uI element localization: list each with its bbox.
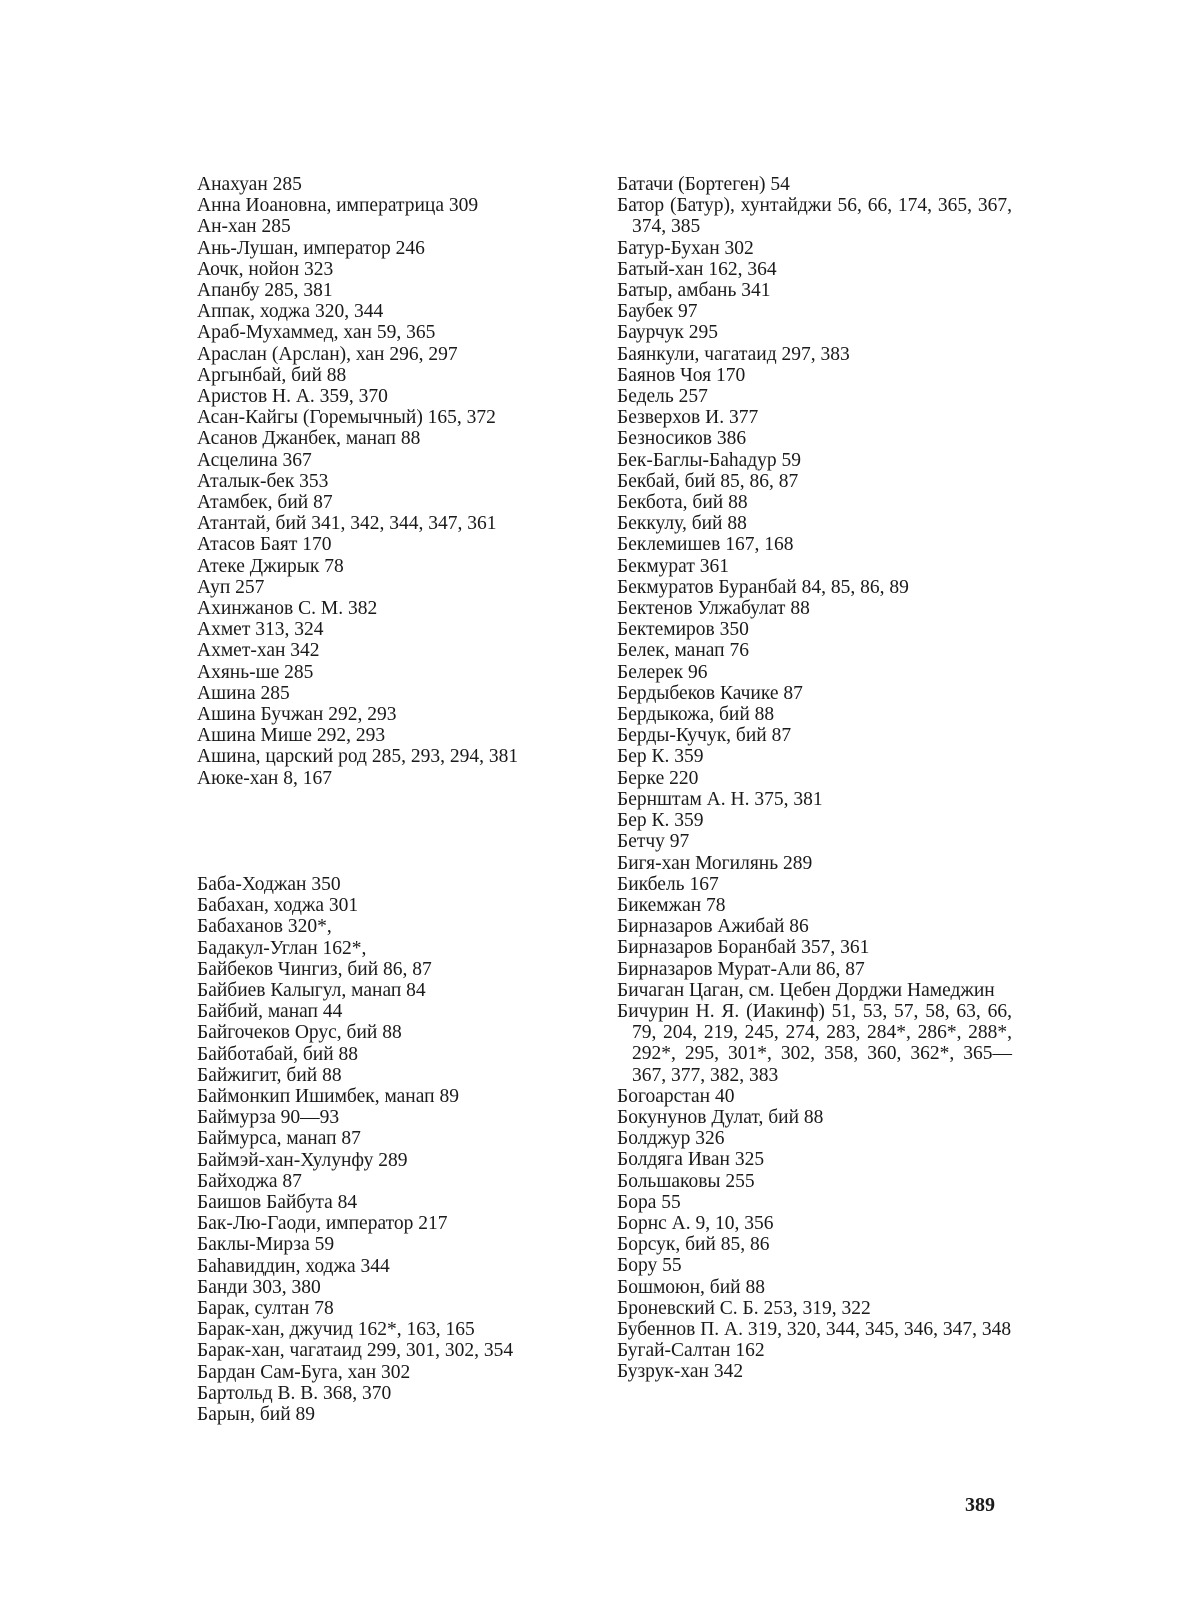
index-entry: Араб-Мухаммед, хан 59, 365 bbox=[197, 322, 436, 344]
index-entry: Батур-Бухан 302 bbox=[617, 237, 754, 259]
index-entry: Асцелина 367 bbox=[197, 449, 312, 471]
index-entry: Барак, султан 78 bbox=[197, 1297, 334, 1319]
index-entry: Бер К. 359 bbox=[617, 746, 704, 768]
index-entry: Бекбота, бий 88 bbox=[617, 492, 748, 514]
index-entry: Бабаханов 320*, bbox=[197, 916, 332, 938]
index-entry: Бирназаров Боранбай 357, 361 bbox=[617, 937, 870, 959]
index-entry: Ан-хан 285 bbox=[197, 216, 291, 238]
index-entry: Болджур 326 bbox=[617, 1128, 725, 1150]
index-entry: Ань-Лушан, император 246 bbox=[197, 237, 425, 259]
index-entry: Батор (Батур), хунтайджи 56, 66, 174, 365, 367, 374, 385 bbox=[617, 195, 1012, 238]
index-entry: Баба-Ходжан 350 bbox=[197, 873, 341, 895]
index-entry: Бирназаров Ажибай 86 bbox=[617, 916, 809, 938]
index-entry: Аргынбай, бий 88 bbox=[197, 364, 347, 386]
index-entry: Бер К. 359 bbox=[617, 810, 704, 832]
index-entry: Бичаган Цаган, см. Цебен Дорджи Намеджин bbox=[617, 979, 995, 1001]
index-entry: Ашина Бучжан 292, 293 bbox=[197, 704, 397, 726]
index-entry: Аочк, нойон 323 bbox=[197, 258, 334, 280]
index-entry: Бору 55 bbox=[617, 1255, 682, 1277]
index-entry: Байжигит, бий 88 bbox=[197, 1064, 342, 1086]
index-entry: Баймурса, манап 87 bbox=[197, 1128, 361, 1150]
index-entry: Беклемишев 167, 168 bbox=[617, 534, 794, 556]
index-entry: Баймэй-хан-Хулунфу 289 bbox=[197, 1149, 408, 1171]
index-group-b bbox=[197, 874, 592, 1425]
index-column-right bbox=[617, 174, 1012, 1383]
index-entry: Бикбель 167 bbox=[617, 873, 719, 895]
section-gap bbox=[197, 789, 592, 874]
index-entry: Бирназаров Мурат-Али 86, 87 bbox=[617, 958, 865, 980]
index-entry: Бузрук-хан 342 bbox=[617, 1361, 744, 1383]
index-entry: Берке 220 bbox=[617, 767, 699, 789]
index-entry: Бетчу 97 bbox=[617, 831, 690, 853]
index-entry: Баhавиддин, ходжа 344 bbox=[197, 1255, 390, 1277]
index-entry: Атамбек, бий 87 bbox=[197, 492, 333, 514]
index-entry: Ауп 257 bbox=[197, 576, 265, 598]
index-entry: Беккулу, бий 88 bbox=[617, 513, 747, 535]
index-entry: Бекмурат 361 bbox=[617, 555, 729, 577]
index-entry: Барын, бий 89 bbox=[197, 1403, 316, 1425]
index-entry: Батыр, амбань 341 bbox=[617, 280, 771, 302]
index-entry: Баянкули, чагатаид 297, 383 bbox=[617, 343, 850, 365]
index-entry: Анахуан 285 bbox=[197, 174, 302, 195]
index-entry: Атасов Баят 170 bbox=[197, 534, 332, 556]
index-entry: Бекбай, бий 85, 86, 87 bbox=[617, 470, 799, 492]
index-entry: Барак-хан, джучид 162*, 163, 165 bbox=[197, 1319, 475, 1341]
index-entry: Анна Иоановна, императрица 309 bbox=[197, 195, 479, 217]
index-entry: Батый-хан 162, 364 bbox=[617, 258, 777, 280]
index-entry: Баянов Чоя 170 bbox=[617, 364, 746, 386]
index-entry: Баймурза 90—93 bbox=[197, 1107, 340, 1129]
index-entry: Бадакул-Углан 162*, bbox=[197, 937, 367, 959]
index-entry: Бигя-хан Могилянь 289 bbox=[617, 852, 813, 874]
index-entry: Апанбу 285, 381 bbox=[197, 280, 333, 302]
index-entry: Баклы-Мирза 59 bbox=[197, 1234, 335, 1256]
index-entry: Баишов Байбута 84 bbox=[197, 1191, 358, 1213]
index-column-left bbox=[197, 174, 592, 1425]
index-entry: Бардан Сам-Буга, хан 302 bbox=[197, 1361, 411, 1383]
index-entry: Баймонкип Ишимбек, манап 89 bbox=[197, 1085, 459, 1107]
index-entry: Аюке-хан 8, 167 bbox=[197, 767, 332, 789]
index-entry: Белерек 96 bbox=[617, 661, 708, 683]
index-entry: Борсук, бий 85, 86 bbox=[617, 1234, 770, 1256]
index-entry: Аристов Н. А. 359, 370 bbox=[197, 386, 388, 408]
index-entry: Богоарстан 40 bbox=[617, 1085, 735, 1107]
index-entry: Бердыбеков Качике 87 bbox=[617, 682, 803, 704]
index-entry: Бернштам А. Н. 375, 381 bbox=[617, 788, 823, 810]
index-entry: Безносиков 386 bbox=[617, 428, 747, 450]
index-entry: Броневский С. Б. 253, 319, 322 bbox=[617, 1297, 871, 1319]
index-entry: Баурчук 295 bbox=[617, 322, 719, 344]
index-entry: Бектемиров 350 bbox=[617, 619, 749, 641]
index-entry: Банди 303, 380 bbox=[197, 1276, 321, 1298]
index-entry: Ахмет 313, 324 bbox=[197, 619, 324, 641]
index-entry: Баубек 97 bbox=[617, 301, 698, 323]
index-entry: Атеке Джирык 78 bbox=[197, 555, 344, 577]
index-entry: Берды-Кучук, бий 87 bbox=[617, 725, 792, 747]
index-entry: Бугай-Салтан 162 bbox=[617, 1340, 765, 1362]
index-entry: Байботабай, бий 88 bbox=[197, 1043, 359, 1065]
index-entry: Бартольд В. В. 368, 370 bbox=[197, 1382, 392, 1404]
index-entry: Байходжа 87 bbox=[197, 1170, 302, 1192]
index-entry: Большаковы 255 bbox=[617, 1170, 755, 1192]
index-entry: Байбеков Чингиз, бий 86, 87 bbox=[197, 958, 432, 980]
index-entry: Байбиев Калыгул, манап 84 bbox=[197, 979, 426, 1001]
page-number: 389 bbox=[965, 1494, 995, 1516]
index-entry: Бабахан, ходжа 301 bbox=[197, 895, 359, 917]
index-entry: Бектенов Улжабулат 88 bbox=[617, 598, 810, 620]
index-entry: Асан-Кайгы (Горемычный) 165, 372 bbox=[197, 407, 496, 429]
index-entry: Аппак, ходжа 320, 344 bbox=[197, 301, 384, 323]
index-entry: Аталык-бек 353 bbox=[197, 470, 329, 492]
index-entry: Араслан (Арслан), хан 296, 297 bbox=[197, 343, 458, 365]
index-entry: Бубеннов П. А. 319, 320, 344, 345, 346, 347, 348 bbox=[617, 1318, 1012, 1340]
index-entry: Ашина, царский род 285, 293, 294, 381 bbox=[197, 746, 519, 768]
index-entry: Бердыкожа, бий 88 bbox=[617, 704, 775, 726]
index-entry: Байгочеков Орус, бий 88 bbox=[197, 1022, 402, 1044]
index-entry: Бичурин Н. Я. (Иакинф) 51, 53, 57, 58, 63, 66, 79, 204, 219, 245, 274, 283, 284*, 286*, 288*, 292*, 295, 301*, 302, 358, 360, 362*, 365—367, 377, 382, 383 bbox=[617, 1000, 1012, 1086]
index-entry: Асанов Джанбек, манап 88 bbox=[197, 428, 421, 450]
index-entry: Ашина Мише 292, 293 bbox=[197, 725, 386, 747]
index-entry: Безверхов И. 377 bbox=[617, 407, 759, 429]
index-group-a bbox=[197, 174, 592, 789]
index-entry: Болдяга Иван 325 bbox=[617, 1149, 765, 1171]
index-entry: Ашина 285 bbox=[197, 682, 290, 704]
index-entry: Байбий, манап 44 bbox=[197, 1001, 343, 1023]
index-entry: Бедель 257 bbox=[617, 386, 708, 408]
index-entry: Бора 55 bbox=[617, 1191, 681, 1213]
index-entry: Батачи (Бортеген) 54 bbox=[617, 174, 790, 195]
index-entry: Бокунунов Дулат, бий 88 bbox=[617, 1106, 824, 1128]
index-entry: Ахянь-ше 285 bbox=[197, 661, 314, 683]
index-entry: Белек, манап 76 bbox=[617, 640, 749, 662]
index-entry: Бак-Лю-Гаоди, император 217 bbox=[197, 1213, 448, 1235]
index-entry: Ахмет-хан 342 bbox=[197, 640, 320, 662]
index-entry: Барак-хан, чагатаид 299, 301, 302, 354 bbox=[197, 1340, 514, 1362]
index-entry: Борнс А. 9, 10, 356 bbox=[617, 1212, 774, 1234]
index-entry: Атантай, бий 341, 342, 344, 347, 361 bbox=[197, 513, 497, 535]
index-entry: Бекмуратов Буранбай 84, 85, 86, 89 bbox=[617, 576, 909, 598]
index-entry: Бек-Баглы-Баhадур 59 bbox=[617, 449, 802, 471]
index-entry: Ахинжанов С. М. 382 bbox=[197, 598, 378, 620]
index-entry: Бошмоюн, бий 88 bbox=[617, 1276, 765, 1298]
index-entry: Бикемжан 78 bbox=[617, 894, 726, 916]
